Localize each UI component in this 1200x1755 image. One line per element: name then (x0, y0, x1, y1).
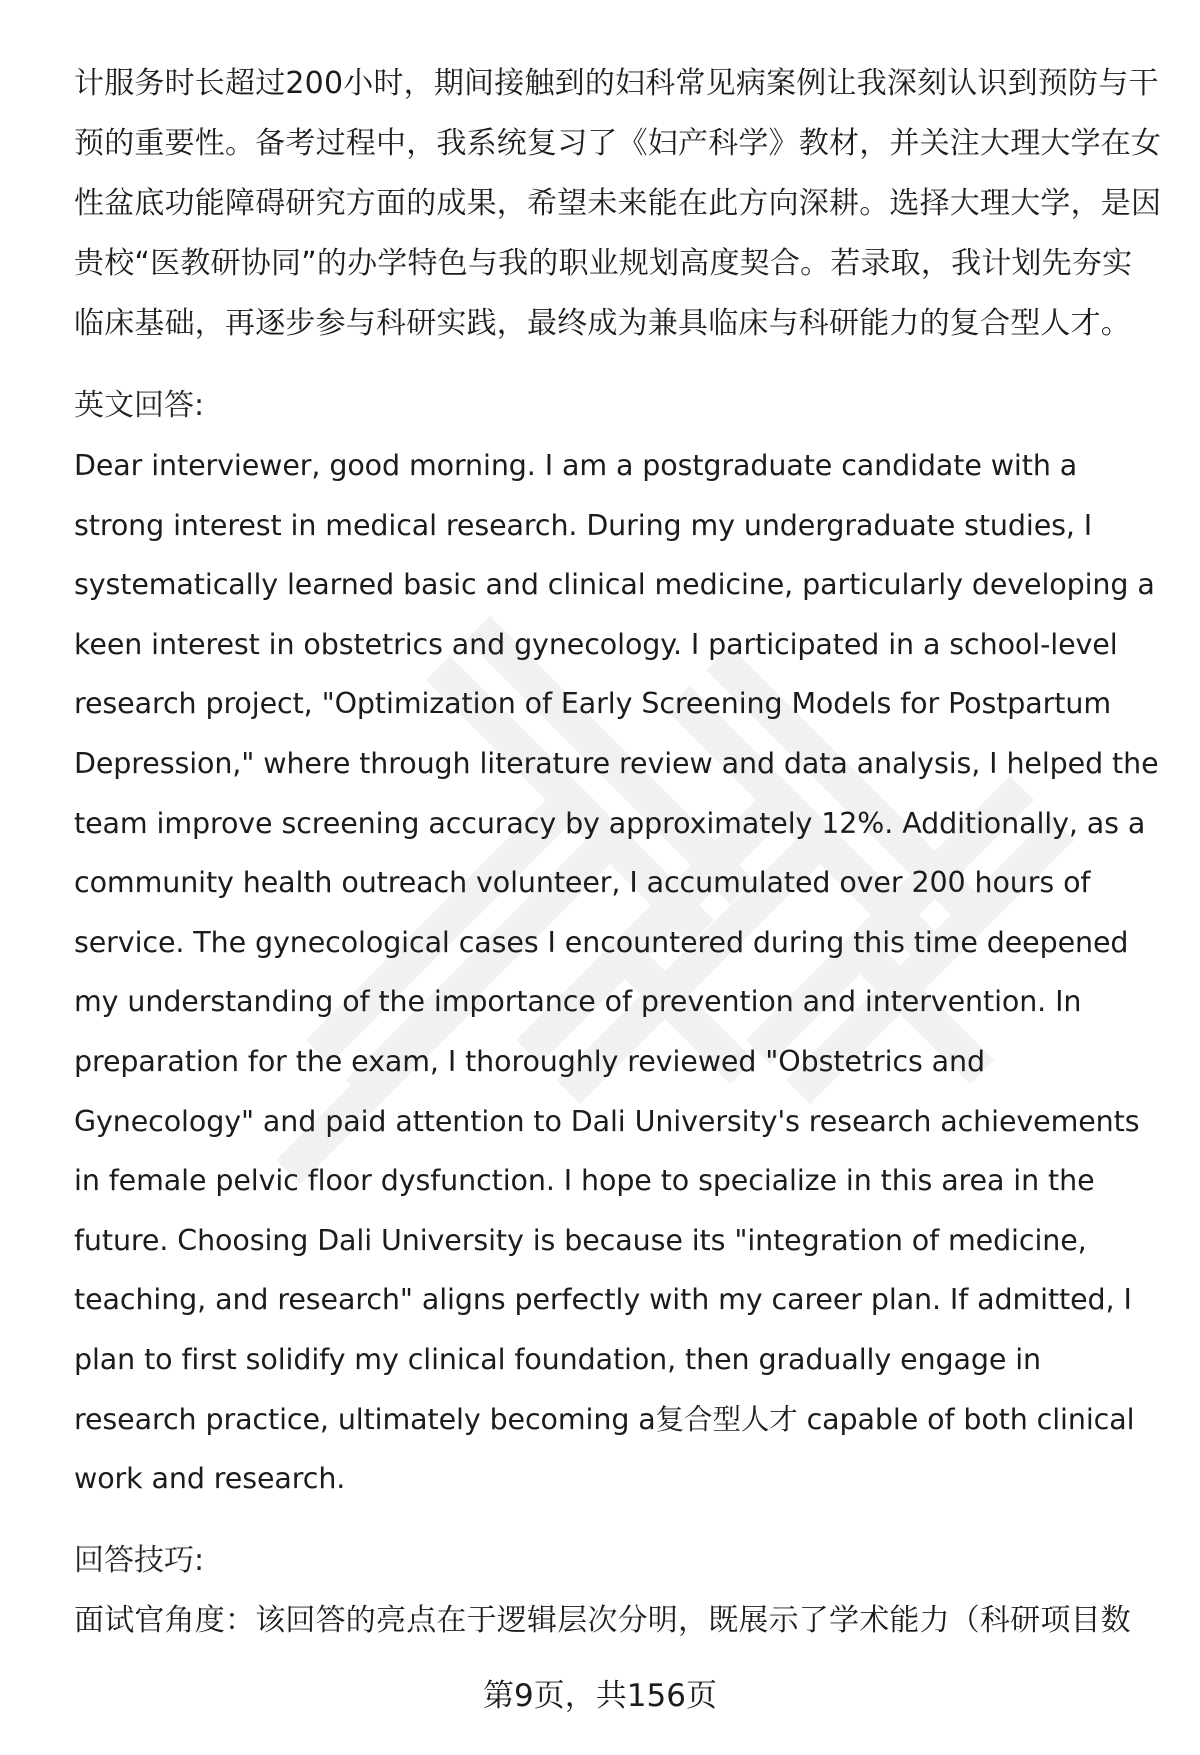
text-line: 临床基础，再逐步参与科研实践，最终成为兼具临床与科研能力的复合型人才。 (74, 306, 1131, 341)
text-line: team improve screening accuracy by approximately 12%. Additionally, as a (74, 806, 1146, 840)
text-line: research project, "Optimization of Early Screening Models for Postpartum (74, 687, 1111, 721)
text-line: preparation for the exam, I thoroughly reviewed "Obstetrics and (74, 1044, 985, 1078)
text-line: keen interest in obstetrics and gynecology. I participated in a school-level (74, 627, 1118, 661)
document-page (74, 54, 1162, 1651)
text-line: community health outreach volunteer, I accumulated over 200 hours of (74, 866, 1091, 900)
text-line: 性盆底功能障碍研究方面的成果，希望未来能在此方向深耕。选择大理大学，是因 (74, 186, 1162, 221)
text-line: research practice, ultimately becoming a复合型人才 capable of both clinical (74, 1402, 1135, 1436)
text-line: 预的重要性。备考过程中，我系统复习了《妇产科学》教材，并关注大理大学在女 (74, 126, 1162, 161)
text-line: plan to first solidify my clinical foundation, then gradually engage in (74, 1342, 1042, 1376)
text-line: my understanding of the importance of prevention and intervention. In (74, 985, 1082, 1019)
text-line: Gynecology" and paid attention to Dali University's research achievements (74, 1104, 1140, 1138)
english-answer-paragraph (74, 436, 1159, 1509)
text-line: 计服务时长超过200小时，期间接触到的妇科常见病案例让我深刻认识到预防与干 (74, 66, 1159, 101)
answer-tips-paragraph (74, 1591, 1154, 1651)
english-answer-heading: 英文回答: (74, 388, 205, 423)
text-line: Depression," where through literature review and data analysis, I helped the (74, 746, 1159, 780)
spacer (74, 354, 1154, 376)
spacer (74, 1509, 1154, 1531)
text-line: 面试官角度：该回答的亮点在于逻辑层次分明，既展示了学术能力（科研项目数 (74, 1602, 1131, 1638)
text-line: work and research. (74, 1462, 346, 1496)
text-line: in female pelvic floor dysfunction. I hope to specialize in this area in the (74, 1164, 1095, 1198)
answer-tips-heading: 回答技巧: (74, 1542, 205, 1578)
text-line: 贵校“医教研协同”的办学特色与我的职业规划高度契合。若录取，我计划先夯实 (74, 246, 1133, 281)
text-line: systematically learned basic and clinical medicine, particularly developing a (74, 568, 1155, 602)
chinese-answer-paragraph (74, 54, 1162, 354)
text-line: future. Choosing Dali University is because its "integration of medicine, (74, 1223, 1087, 1257)
text-line: Dear interviewer, good morning. I am a postgraduate candidate with a (74, 449, 1078, 482)
page-number-footer: 第9页，共156页 (483, 1678, 717, 1714)
text-line: service. The gynecological cases I encountered during this time deepened (74, 925, 1129, 959)
text-line: strong interest in medical research. During my undergraduate studies, I (74, 508, 1093, 542)
text-line: teaching, and research" aligns perfectly with my career plan. If admitted, I (74, 1283, 1132, 1317)
